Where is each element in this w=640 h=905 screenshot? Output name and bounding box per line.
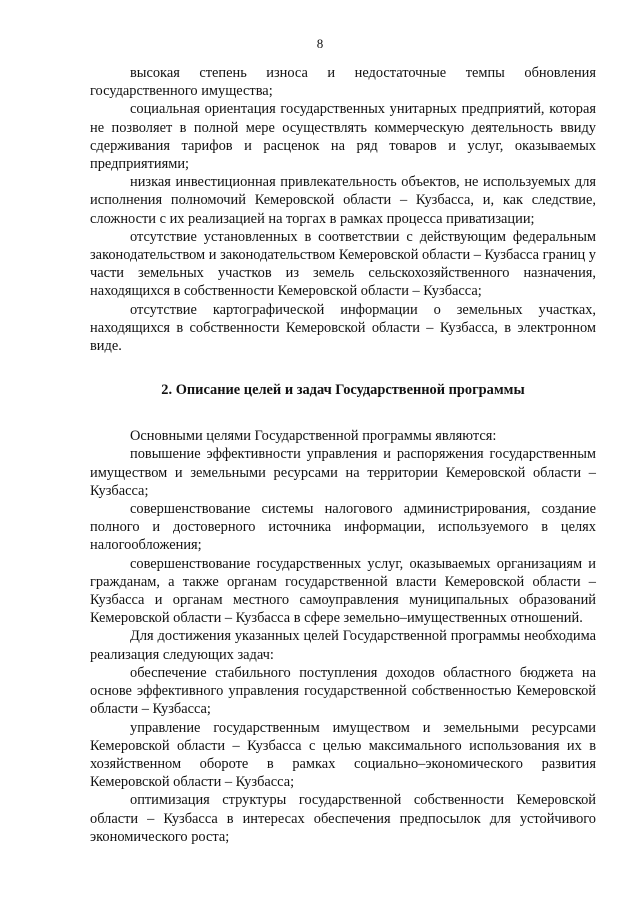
paragraph: отсутствие картографической информации о земельных участках, находящихся в собственности Кемеровской области – Кузбасса, в электронном виде. xyxy=(90,301,596,355)
paragraph: социальная ориентация государственных унитарных предприятий, которая не позволяет в полной мере осуществлять коммерческую деятельность ввиду сдерживания тарифов и расценок на ряд товаров и услуг, оказываемых предприятиями; xyxy=(90,101,596,173)
page-number: 8 xyxy=(316,36,324,51)
task-item: обеспечение стабильного поступления доходов областного бюджета на основе эффективного управления государственной собственностью Кемеровской области – Кузбасса; xyxy=(90,664,596,718)
section-heading: 2. Описание целей и задач Государственной программы xyxy=(161,382,525,399)
goal-item: повышение эффективности управления и распоряжения государственным имуществом и земельными ресурсами на территории Кемеровской области – Кузбасса; xyxy=(90,446,596,499)
document-body xyxy=(90,64,596,846)
goals-intro: Основными целями Государственной программы являются: xyxy=(130,428,497,445)
paragraph: низкая инвестиционная привлекательность объектов, не используемых для исполнения полномочий Кемеровской области – Кузбасса, и, как следствие, сложности с их реализацией на торгах в рамках процесса приватизации; xyxy=(90,174,596,227)
task-item: управление государственным имуществом и земельными ресурсами Кемеровской области – Кузбасса с целью максимального использования их в хозяйственном обороте в рамках социально–экономического развития Кемеровской области – Кузбасса; xyxy=(90,719,596,791)
goal-item: совершенствование государственных услуг, оказываемых организациям и гражданам, а также органам государственной власти Кемеровской области – Кузбасса и органам местного самоуправления муниципальных образований Кемеровской области – Кузбасса в сфере земельно–имущественных отношений. xyxy=(90,555,596,627)
paragraph: высокая степень износа и недостаточные темпы обновления государственного имущества; xyxy=(90,65,596,100)
task-item: оптимизация структуры государственной собственности Кемеровской области – Кузбасса в интересах обеспечения предпосылок для устойчивого экономического роста; xyxy=(90,792,596,845)
paragraph: отсутствие установленных в соответствии с действующим федеральным законодательством и законодательством Кемеровской области – Кузбасса границ у части земельных участков из земель сельскохозяйственного назначения, находящихся в собственности Кемеровской области – Кузбасса; xyxy=(90,228,596,300)
tasks-intro: Для достижения указанных целей Государственной программы необходима реализация следующих задач: xyxy=(90,628,596,663)
goal-item: совершенствование системы налогового администрирования, создание полного и достоверного источника информации, используемого в целях налогообложения; xyxy=(90,501,596,554)
